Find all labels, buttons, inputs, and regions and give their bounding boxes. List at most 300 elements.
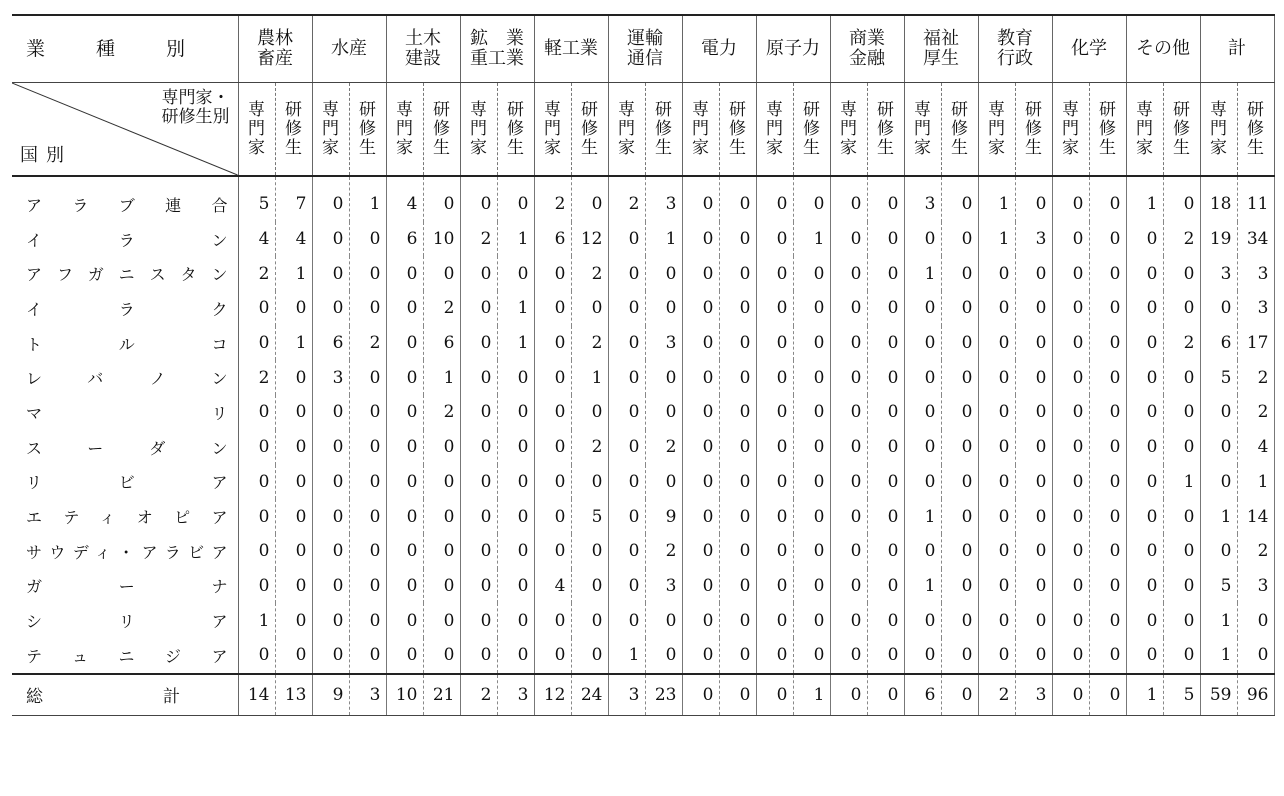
- trainee-count: 0: [423, 256, 460, 291]
- trainee-count: 0: [275, 430, 312, 465]
- trainee-count: 0: [941, 360, 978, 395]
- expert-count: 0: [1200, 395, 1237, 430]
- expert-count: 0: [460, 430, 497, 465]
- sub-header-expert-line: 専: [470, 99, 487, 120]
- trainee-count: 0: [793, 638, 830, 674]
- corner-sub-top-line: 研修生別: [161, 107, 230, 127]
- expert-count: 0: [386, 395, 423, 430]
- expert-count: 2: [238, 360, 275, 395]
- expert-count: 0: [830, 176, 867, 222]
- corner-sub-bottom: [20, 146, 72, 165]
- corner-title-char: 種: [96, 38, 116, 60]
- expert-count: 0: [460, 360, 497, 395]
- sub-header-trainee: [645, 83, 682, 177]
- sub-header-expert: [608, 83, 645, 177]
- expert-count: 1: [608, 638, 645, 674]
- expert-count: 12: [534, 674, 571, 716]
- expert-count: 1: [1200, 499, 1237, 534]
- trainee-count: 0: [941, 674, 978, 716]
- trainee-count: 3: [1237, 256, 1274, 291]
- expert-count: 1: [904, 569, 941, 604]
- sub-header-trainee-line: 修: [1173, 118, 1190, 139]
- sub-header-trainee: [1015, 83, 1052, 177]
- trainee-count: 17: [1237, 326, 1274, 361]
- trainee-count: 1: [497, 222, 534, 257]
- table-row: [12, 430, 1274, 465]
- category-header-line: 鉱 業: [470, 28, 524, 49]
- trainee-count: 0: [719, 326, 756, 361]
- trainee-count: 0: [793, 326, 830, 361]
- sub-header-expert-line: 門: [766, 118, 783, 139]
- trainee-count: 0: [1089, 674, 1126, 716]
- expert-count: 0: [460, 326, 497, 361]
- category-header-line: 畜産: [257, 48, 293, 69]
- sub-header-expert: [830, 83, 867, 177]
- trainee-count: 0: [497, 430, 534, 465]
- expert-count: 0: [1200, 465, 1237, 500]
- expert-count: 0: [238, 499, 275, 534]
- trainee-count: 0: [1163, 569, 1200, 604]
- trainee-count: 1: [349, 176, 386, 222]
- expert-count: 0: [682, 176, 719, 222]
- expert-count: 0: [534, 499, 571, 534]
- trainee-count: 1: [645, 222, 682, 257]
- expert-count: 0: [682, 360, 719, 395]
- expert-count: 0: [682, 326, 719, 361]
- expert-count: 0: [756, 674, 793, 716]
- expert-count: 0: [978, 326, 1015, 361]
- trainee-count: 0: [349, 638, 386, 674]
- sub-header-trainee-line: 修: [507, 118, 524, 139]
- expert-count: 0: [830, 569, 867, 604]
- category-header: [238, 15, 312, 83]
- trainee-count: 0: [645, 465, 682, 500]
- trainee-count: 0: [645, 638, 682, 674]
- sub-header-expert-line: 専: [248, 99, 265, 120]
- expert-count: 0: [830, 256, 867, 291]
- expert-count: 0: [312, 569, 349, 604]
- expert-count: 1: [904, 256, 941, 291]
- trainee-count: 3: [1237, 291, 1274, 326]
- expert-count: 0: [1200, 430, 1237, 465]
- sub-header-trainee-line: 研: [729, 99, 746, 120]
- expert-count: 0: [312, 222, 349, 257]
- sub-header-trainee-line: 修: [285, 118, 302, 139]
- sub-header-expert: [1126, 83, 1163, 177]
- trainee-count: 0: [1015, 291, 1052, 326]
- expert-count: 3: [312, 360, 349, 395]
- expert-count: 0: [534, 291, 571, 326]
- trainee-count: 0: [867, 395, 904, 430]
- expert-count: 0: [756, 534, 793, 569]
- expert-count: 0: [904, 222, 941, 257]
- sub-header-expert-line: 専: [914, 99, 931, 120]
- expert-count: 0: [904, 326, 941, 361]
- expert-count: 0: [238, 291, 275, 326]
- table-row: [12, 638, 1274, 674]
- expert-count: 0: [978, 291, 1015, 326]
- table-row: [12, 569, 1274, 604]
- sub-header-row: [12, 83, 1274, 177]
- sub-header-expert-line: 家: [544, 137, 561, 158]
- trainee-count: 3: [645, 569, 682, 604]
- trainee-count: 0: [349, 603, 386, 638]
- sub-header-expert-line: 門: [322, 118, 339, 139]
- sub-header-expert: [756, 83, 793, 177]
- expert-count: 0: [534, 360, 571, 395]
- table-row: [12, 326, 1274, 361]
- trainee-count: 0: [275, 534, 312, 569]
- trainee-count: 0: [275, 360, 312, 395]
- country-name: [12, 674, 238, 716]
- category-header-line: 重工業: [470, 48, 524, 69]
- sub-header-expert-line: 家: [1136, 137, 1153, 158]
- trainee-count: 23: [645, 674, 682, 716]
- trainee-count: 34: [1237, 222, 1274, 257]
- trainee-count: 2: [1237, 534, 1274, 569]
- table-body: [12, 176, 1274, 715]
- country-name: テュニジア: [12, 638, 238, 674]
- sub-header-trainee-line: 研: [581, 99, 598, 120]
- trainee-count: 5: [571, 499, 608, 534]
- expert-count: 0: [608, 465, 645, 500]
- expert-count: 0: [534, 603, 571, 638]
- expert-count: 0: [312, 291, 349, 326]
- country-name: エティオピア: [12, 499, 238, 534]
- trainee-count: 0: [1089, 176, 1126, 222]
- trainee-count: 1: [793, 222, 830, 257]
- country-name: サウディ・アラビア: [12, 534, 238, 569]
- trainee-count: 0: [497, 465, 534, 500]
- expert-count: 4: [238, 222, 275, 257]
- expert-count: 0: [1052, 291, 1089, 326]
- expert-count: 0: [682, 465, 719, 500]
- expert-count: 2: [534, 176, 571, 222]
- trainee-count: 0: [867, 360, 904, 395]
- expert-count: 0: [534, 256, 571, 291]
- sub-header-trainee: [1237, 83, 1274, 177]
- expert-count: 0: [238, 430, 275, 465]
- expert-count: 4: [534, 569, 571, 604]
- category-header: [1052, 15, 1126, 83]
- trainee-count: 0: [645, 291, 682, 326]
- expert-count: 6: [386, 222, 423, 257]
- sub-header-trainee: [349, 83, 386, 177]
- trainee-count: 0: [719, 395, 756, 430]
- sub-header-trainee-line: 修: [1099, 118, 1116, 139]
- country-industry-table: [12, 14, 1275, 716]
- expert-count: 0: [904, 638, 941, 674]
- expert-count: 0: [1052, 569, 1089, 604]
- expert-count: 2: [608, 176, 645, 222]
- trainee-count: 0: [1089, 326, 1126, 361]
- sub-header-expert-line: 家: [470, 137, 487, 158]
- category-header-line: 通信: [627, 48, 663, 69]
- trainee-count: 0: [1163, 256, 1200, 291]
- expert-count: 0: [608, 603, 645, 638]
- expert-count: 3: [904, 176, 941, 222]
- sub-header-expert-line: 門: [248, 118, 265, 139]
- expert-count: 0: [386, 499, 423, 534]
- sub-header-expert-line: 専: [544, 99, 561, 120]
- trainee-count: 0: [275, 499, 312, 534]
- trainee-count: 0: [571, 291, 608, 326]
- category-header-line: その他: [1136, 38, 1190, 59]
- trainee-count: 0: [1015, 499, 1052, 534]
- category-header-line: 原子力: [766, 38, 820, 59]
- expert-count: 0: [460, 256, 497, 291]
- sub-header-trainee-line: 修: [729, 118, 746, 139]
- expert-count: 0: [386, 256, 423, 291]
- trainee-count: 0: [275, 603, 312, 638]
- expert-count: 0: [978, 360, 1015, 395]
- sub-header-expert-line: 専: [1062, 99, 1079, 120]
- expert-count: 0: [1052, 360, 1089, 395]
- trainee-count: 0: [1237, 638, 1274, 674]
- trainee-count: 1: [1163, 465, 1200, 500]
- expert-count: 6: [534, 222, 571, 257]
- trainee-count: 0: [571, 176, 608, 222]
- total-row: [12, 674, 1274, 716]
- expert-count: 0: [830, 603, 867, 638]
- trainee-count: 0: [867, 674, 904, 716]
- expert-count: 6: [312, 326, 349, 361]
- trainee-count: 0: [423, 603, 460, 638]
- expert-count: 59: [1200, 674, 1237, 716]
- category-header-line: 土木: [405, 28, 441, 49]
- trainee-count: 0: [1015, 326, 1052, 361]
- trainee-count: 0: [497, 569, 534, 604]
- sub-header-expert: [312, 83, 349, 177]
- sub-header-expert: [978, 83, 1015, 177]
- sub-header-expert-line: 専: [766, 99, 783, 120]
- expert-count: 0: [978, 603, 1015, 638]
- expert-count: 2: [460, 222, 497, 257]
- expert-count: 0: [460, 569, 497, 604]
- trainee-count: 0: [497, 256, 534, 291]
- sub-header-expert-line: 家: [766, 137, 783, 158]
- trainee-count: 0: [571, 534, 608, 569]
- country-name: イラク: [12, 291, 238, 326]
- sub-header-expert-line: 家: [840, 137, 857, 158]
- expert-count: 0: [682, 569, 719, 604]
- expert-count: 0: [682, 638, 719, 674]
- category-header: [460, 15, 534, 83]
- corner-diagonal-cell: [12, 83, 238, 177]
- expert-count: 0: [460, 176, 497, 222]
- sub-header-expert-line: 専: [618, 99, 635, 120]
- expert-count: 0: [1052, 638, 1089, 674]
- trainee-count: 0: [719, 176, 756, 222]
- sub-header-expert-line: 家: [1210, 137, 1227, 158]
- sub-header-expert-line: 家: [618, 137, 635, 158]
- sub-header-expert-line: 門: [988, 118, 1005, 139]
- sub-header-trainee-line: 研: [803, 99, 820, 120]
- trainee-count: 0: [1089, 222, 1126, 257]
- trainee-count: 0: [1163, 395, 1200, 430]
- sub-header-trainee-line: 研: [877, 99, 894, 120]
- trainee-count: 0: [423, 638, 460, 674]
- expert-count: 0: [1126, 291, 1163, 326]
- trainee-count: 0: [497, 638, 534, 674]
- expert-count: 0: [904, 534, 941, 569]
- expert-count: 0: [1126, 569, 1163, 604]
- category-header: [1200, 15, 1274, 83]
- expert-count: 0: [238, 326, 275, 361]
- trainee-count: 0: [793, 395, 830, 430]
- trainee-count: 0: [1089, 256, 1126, 291]
- trainee-count: 2: [423, 291, 460, 326]
- expert-count: 1: [1126, 674, 1163, 716]
- trainee-count: 0: [571, 569, 608, 604]
- category-header: [904, 15, 978, 83]
- trainee-count: 0: [275, 291, 312, 326]
- trainee-count: 0: [867, 256, 904, 291]
- sub-header-expert: [386, 83, 423, 177]
- trainee-count: 0: [719, 360, 756, 395]
- expert-count: 0: [682, 603, 719, 638]
- trainee-count: 0: [1015, 360, 1052, 395]
- trainee-count: 3: [645, 326, 682, 361]
- trainee-count: 3: [1237, 569, 1274, 604]
- expert-count: 0: [534, 326, 571, 361]
- trainee-count: 0: [497, 176, 534, 222]
- expert-count: 5: [238, 176, 275, 222]
- trainee-count: 0: [941, 222, 978, 257]
- sub-header-trainee: [867, 83, 904, 177]
- expert-count: 0: [608, 222, 645, 257]
- expert-count: 0: [1052, 534, 1089, 569]
- sub-header-expert-line: 門: [544, 118, 561, 139]
- category-header: [1126, 15, 1200, 83]
- category-header-line: 福祉: [923, 28, 959, 49]
- expert-count: 10: [386, 674, 423, 716]
- expert-count: 0: [312, 499, 349, 534]
- table-row: [12, 222, 1274, 257]
- trainee-count: 0: [867, 176, 904, 222]
- trainee-count: 0: [941, 534, 978, 569]
- country-name: イラン: [12, 222, 238, 257]
- trainee-count: 0: [793, 360, 830, 395]
- expert-count: 0: [386, 534, 423, 569]
- trainee-count: 0: [1163, 603, 1200, 638]
- trainee-count: 0: [349, 256, 386, 291]
- trainee-count: 0: [1089, 360, 1126, 395]
- corner-sub-top-line: 専門家・: [161, 88, 230, 108]
- trainee-count: 0: [719, 499, 756, 534]
- expert-count: 0: [1126, 360, 1163, 395]
- trainee-count: 0: [645, 360, 682, 395]
- expert-count: 0: [1052, 176, 1089, 222]
- category-header: [312, 15, 386, 83]
- expert-count: 0: [1200, 291, 1237, 326]
- trainee-count: 0: [497, 603, 534, 638]
- trainee-count: 0: [793, 256, 830, 291]
- expert-count: 0: [1126, 638, 1163, 674]
- trainee-count: 1: [497, 291, 534, 326]
- table-row: [12, 465, 1274, 500]
- expert-count: 0: [534, 534, 571, 569]
- trainee-count: 1: [275, 326, 312, 361]
- trainee-count: 0: [1015, 256, 1052, 291]
- trainee-count: 0: [719, 603, 756, 638]
- expert-count: 0: [830, 360, 867, 395]
- category-header-row: [12, 15, 1274, 83]
- expert-count: 0: [1126, 465, 1163, 500]
- expert-count: 19: [1200, 222, 1237, 257]
- trainee-count: 0: [1237, 603, 1274, 638]
- trainee-count: 0: [719, 638, 756, 674]
- expert-count: 2: [238, 256, 275, 291]
- expert-count: 0: [830, 430, 867, 465]
- expert-count: 0: [682, 291, 719, 326]
- trainee-count: 3: [645, 176, 682, 222]
- sub-header-expert-line: 家: [914, 137, 931, 158]
- trainee-count: 0: [941, 176, 978, 222]
- expert-count: 0: [830, 638, 867, 674]
- trainee-count: 2: [1163, 326, 1200, 361]
- trainee-count: 2: [1163, 222, 1200, 257]
- country-name: マリ: [12, 395, 238, 430]
- expert-count: 0: [1200, 534, 1237, 569]
- expert-count: 0: [1126, 222, 1163, 257]
- trainee-count: 1: [571, 360, 608, 395]
- expert-count: 0: [830, 326, 867, 361]
- sub-header-expert: [238, 83, 275, 177]
- expert-count: 0: [460, 395, 497, 430]
- expert-count: 1: [1126, 176, 1163, 222]
- expert-count: 0: [1126, 603, 1163, 638]
- trainee-count: 0: [645, 603, 682, 638]
- expert-count: 0: [756, 569, 793, 604]
- trainee-count: 0: [349, 360, 386, 395]
- expert-count: 1: [978, 222, 1015, 257]
- trainee-count: 0: [349, 395, 386, 430]
- trainee-count: 0: [423, 499, 460, 534]
- expert-count: 0: [830, 499, 867, 534]
- sub-header-trainee-line: 修: [1025, 118, 1042, 139]
- sub-header-trainee-line: 修: [1247, 118, 1264, 139]
- table-row: [12, 360, 1274, 395]
- expert-count: 0: [1126, 430, 1163, 465]
- expert-count: 0: [830, 674, 867, 716]
- sub-header-expert-line: 家: [692, 137, 709, 158]
- trainee-count: 0: [645, 395, 682, 430]
- sub-header-expert-line: 専: [988, 99, 1005, 120]
- category-header-line: 教育: [997, 28, 1033, 49]
- sub-header-expert-line: 専: [840, 99, 857, 120]
- expert-count: 0: [238, 465, 275, 500]
- trainee-count: 0: [275, 638, 312, 674]
- expert-count: 0: [386, 326, 423, 361]
- sub-header-expert-line: 専: [396, 99, 413, 120]
- trainee-count: 0: [867, 569, 904, 604]
- trainee-count: 0: [719, 465, 756, 500]
- expert-count: 0: [756, 222, 793, 257]
- corner-sub-bottom-char: 国: [20, 145, 38, 166]
- sub-header-trainee-line: 生: [1099, 137, 1116, 158]
- sub-header-expert: [534, 83, 571, 177]
- sub-header-trainee-line: 研: [1173, 99, 1190, 120]
- category-header: [756, 15, 830, 83]
- expert-count: 0: [978, 256, 1015, 291]
- expert-count: 0: [608, 291, 645, 326]
- expert-count: 5: [1200, 569, 1237, 604]
- trainee-count: 0: [349, 222, 386, 257]
- expert-count: 0: [534, 465, 571, 500]
- corner-sub-top: [162, 89, 230, 127]
- sub-header-expert: [904, 83, 941, 177]
